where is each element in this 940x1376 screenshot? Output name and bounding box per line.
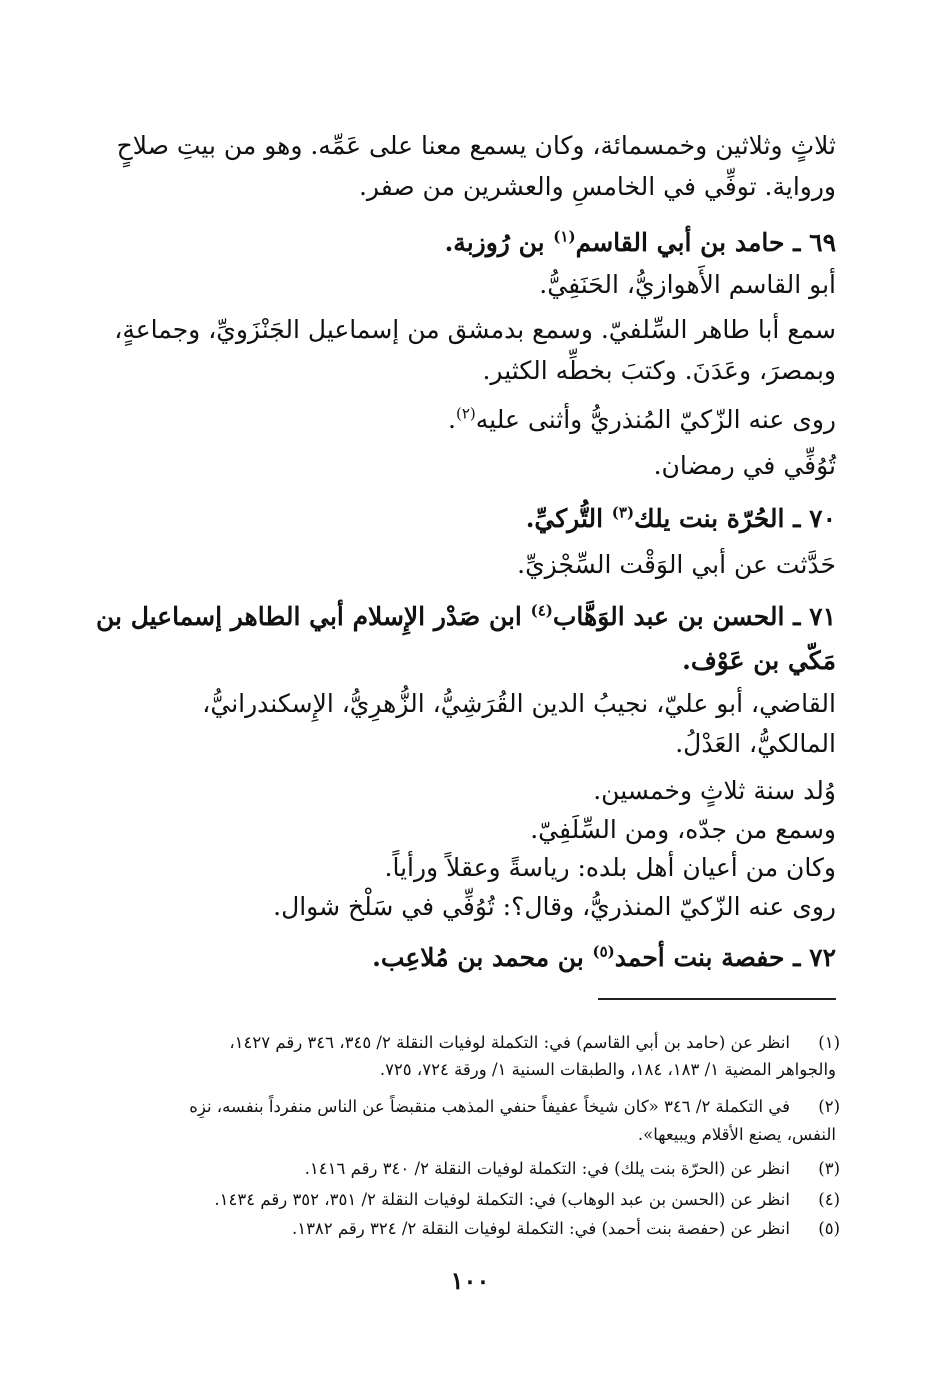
text-line: القاضي، أبو عليّ، نجيبُ الدين القُرَشِيُّ، الزُّهرِيُّ، الإِسكندرانيُّ،: [202, 689, 836, 718]
footnote-ref[interactable]: (١): [553, 227, 576, 246]
text-span: روى عنه الزّكيّ المُنذريُّ وأثنى عليه: [475, 405, 836, 434]
footnote-ref[interactable]: (٣): [611, 503, 635, 522]
text-line: روى عنه الزّكيّ المنذريُّ، وقال؟: تُوُفِّي في سَلْخ شوال.: [273, 892, 836, 921]
entry-heading-text: بن محمد بن مُلاعِب.: [372, 943, 593, 972]
entry-heading-text: ٧٠ ـ الحُرّة بنت يلك: [634, 504, 836, 533]
text-line: ثلاثٍ وثلاثين وخمسمائة، وكان يسمع معنا على عَمِّه. وهو من بيتِ صلاحٍ: [116, 131, 836, 160]
entry-70-heading: [526, 500, 836, 538]
entry-heading-text: التُّركيِّ.: [525, 504, 612, 533]
footnote-number: (١): [818, 1033, 840, 1052]
text-line: ورواية. توفِّي في الخامسِ والعشرين من صفر.: [358, 172, 836, 201]
footnote-number: (٥): [818, 1219, 840, 1238]
entry-heading-text: ٧١ ـ الحسن بن عبد الوَهَّاب: [552, 602, 836, 631]
text-line: وُلد سنة ثلاثٍ وخمسين.: [593, 776, 836, 805]
footnote-separator: [598, 998, 836, 1000]
footnote-line: انظر عن (الحرّة بنت يلك) في: التكملة لوفيات النقلة ٢/ ٣٤٠ رقم ١٤١٦.: [304, 1159, 790, 1178]
entry-heading-continuation: مَكّي بن عَوْف.: [682, 646, 836, 675]
footnote-line: انظر عن (حفصة بنت أحمد) في: التكملة لوفيات النقلة ٢/ ٣٢٤ رقم ١٣٨٢.: [291, 1219, 790, 1238]
text-line: وسمع من جدّه، ومن السِّلَفِيّ.: [530, 815, 836, 844]
entry-heading-text: ٦٩ ـ حامد بن أبي القاسم: [575, 228, 836, 257]
text-line: وكان من أعيان أهل بلده: رياسةً وعقلاً ورأياً.: [384, 853, 836, 882]
footnote-number: (٤): [818, 1190, 840, 1209]
footnote-line: انظر عن (الحسن بن عبد الوهاب) في: التكملة لوفيات النقلة ٢/ ٣٥١، ٣٥٢ رقم ١٤٣٤.: [214, 1190, 790, 1209]
footnote-ref[interactable]: (٢): [455, 404, 476, 423]
footnote-line: والجواهر المضية ١/ ١٨٣، ١٨٤، والطبقات السنية ١/ ورقة ٧٢٤، ٧٢٥.: [379, 1060, 836, 1079]
entry-heading-text: ٧٢ ـ حفصة بنت أحمد: [614, 943, 836, 972]
page-number: ١٠٠: [450, 1266, 490, 1295]
footnote-number: (٣): [818, 1159, 840, 1178]
footnote-number: (٢): [818, 1097, 840, 1116]
footnote-line: النفس، يصنع الأقلام ويبيعها».: [637, 1125, 836, 1144]
text-span: .: [448, 405, 456, 434]
entry-72-heading: [372, 939, 836, 977]
entry-heading-text: ابن صَدْر الإِسلام أبي الطاهر إسماعيل بن: [96, 602, 531, 631]
footnote-line: في التكملة ٢/ ٣٤٦ «كان شيخاً عفيفاً حنفي المذهب منقبضاً عن الناس منفرداً بنفسه، نزِه: [189, 1097, 790, 1116]
text-line: [448, 401, 836, 439]
footnote-ref[interactable]: (٥): [592, 942, 615, 961]
text-line: وبمصرَ، وعَدَنَ. وكتبَ بخطِّه الكثير.: [482, 356, 836, 385]
text-line: أبو القاسم الأَهوازيُّ، الحَنَفِيُّ.: [539, 270, 836, 299]
entry-69-heading: [445, 224, 836, 262]
text-line: تُوُفِّي في رمضان.: [653, 451, 836, 480]
text-line: حَدَّثت عن أبي الوَقْت السِّجْزيِّ.: [517, 550, 836, 579]
text-line: سمع أبا طاهر السِّلفيّ. وسمع بدمشق من إسماعيل الجَنْزَويِّ، وجماعةٍ،: [114, 315, 836, 344]
footnote-ref[interactable]: (٤): [530, 601, 553, 620]
entry-71-heading: [96, 598, 836, 636]
footnote-line: انظر عن (حامد بن أبي القاسم) في: التكملة لوفيات النقلة ٢/ ٣٤٥، ٣٤٦ رقم ١٤٢٧،: [229, 1033, 790, 1052]
text-line: المالكيُّ، العَدْلُ.: [675, 729, 836, 758]
entry-heading-text: بن رُوزبة.: [444, 228, 554, 257]
